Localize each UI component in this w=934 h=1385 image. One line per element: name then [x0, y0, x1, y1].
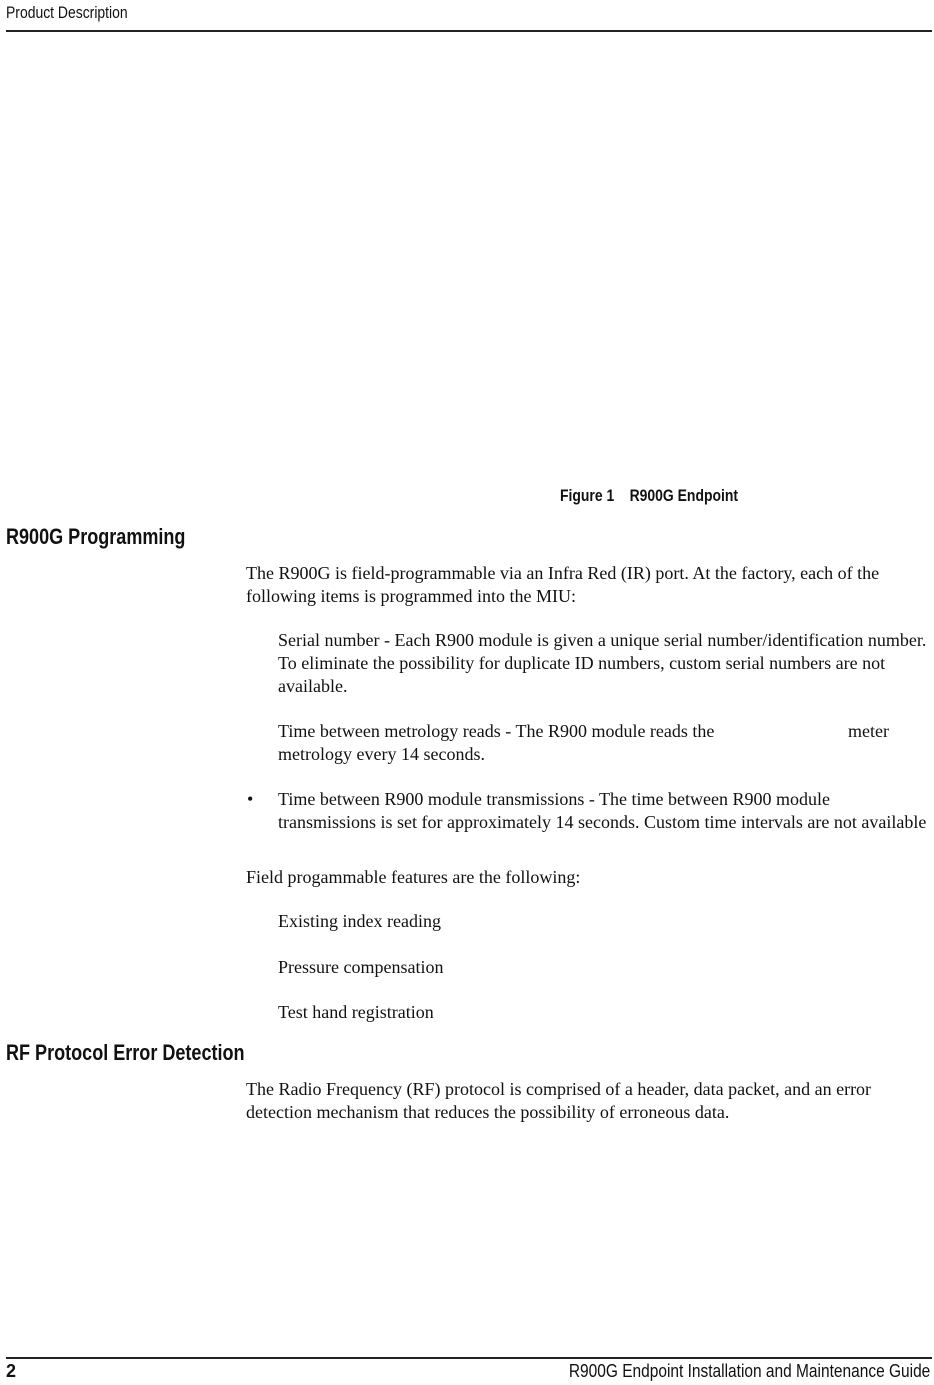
figure-area: [0, 40, 934, 480]
figure-caption: [560, 486, 738, 506]
figure-title: R900G Endpoint: [629, 486, 739, 505]
item-time-reads-text-a: Time between metrology reads - The R900 module reads the: [278, 721, 715, 741]
rf-body: The Radio Frequency (RF) protocol is comprised of a header, data packet, and an error detection mechanism that reduces the possibility of erroneous data.: [246, 1079, 872, 1122]
field-programmable-intro: Field progammable features are the following:: [246, 867, 581, 887]
programming-intro: The R900G is field-programmable via an Infra Red (IR) port. At the factory, each of the following items is programmed into the MIU:: [246, 563, 880, 606]
figure-number: Figure 1: [560, 486, 615, 505]
header-rule: [6, 30, 932, 32]
field-item: Test hand registration: [278, 1002, 434, 1022]
field-item: Pressure compensation: [278, 957, 444, 977]
item-time-between-reads: [278, 720, 918, 766]
bullet-icon: •: [247, 789, 254, 809]
item-transmissions: Time between R900 module transmissions - The time between R900 module transmissions is set for approximately 14 seconds. Custom time intervals are not available: [278, 789, 927, 832]
guide-title: R900G Endpoint Installation and Maintenance Guide: [568, 1361, 930, 1381]
section-heading-rf: RF Protocol Error Detection: [6, 1040, 245, 1065]
item-time-reads-text-c: metrology every 14 seconds.: [278, 744, 485, 764]
field-item: Existing index reading: [278, 911, 441, 931]
section-heading-programming: R900G Programming: [6, 524, 186, 549]
footer-rule: [6, 1357, 932, 1359]
item-time-reads-text-b: meter: [848, 721, 889, 741]
item-serial-number: Serial number - Each R900 module is given a unique serial number/identification number. To eliminate the possibility for duplicate ID numbers, custom serial numbers are not available.: [278, 630, 927, 696]
running-header: Product Description: [6, 3, 128, 22]
page-number: 2: [6, 1361, 17, 1381]
